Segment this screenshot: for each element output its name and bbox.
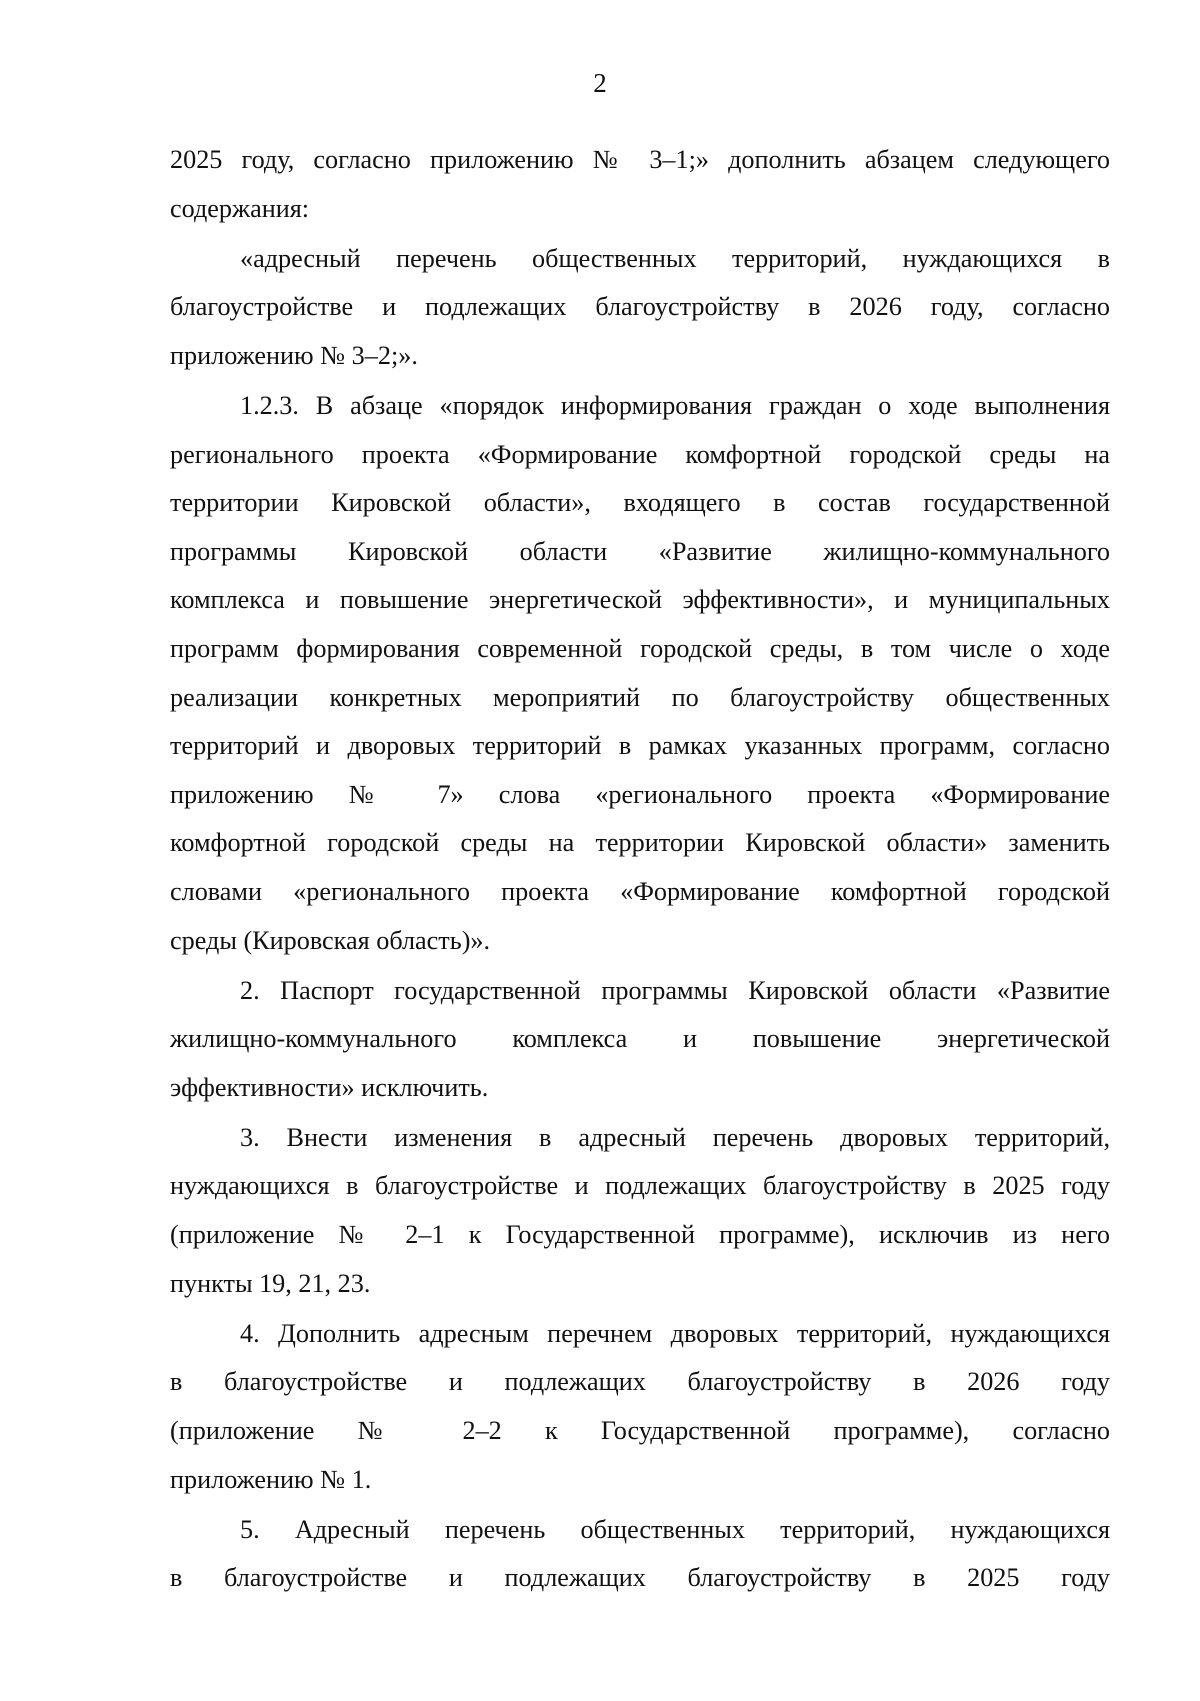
paragraph (170, 382, 1110, 965)
text-line: реализации конкретных мероприятий по благоустройству общественных (170, 682, 1110, 712)
text-line: в благоустройстве и подлежащих благоустройству в 2026 году (170, 1367, 1110, 1397)
paragraph (170, 235, 1110, 381)
text-line: содержания: (170, 193, 310, 223)
text-line: в благоустройстве и подлежащих благоустройству в 2025 году (170, 1563, 1110, 1593)
text-line: приложению № 1. (170, 1464, 372, 1494)
text-line: 3. Внести изменения в адресный перечень дворовых территорий, (240, 1122, 1110, 1152)
text-line: благоустройстве и подлежащих благоустройству в 2026 году, согласно (170, 292, 1110, 322)
text-line: 1.2.3. В абзаце «порядок информирования граждан о ходе выполнения (240, 390, 1110, 420)
text-line: 5. Адресный перечень общественных территорий, нуждающихся (240, 1514, 1110, 1544)
text-line: 4. Дополнить адресным перечнем дворовых территорий, нуждающихся (240, 1318, 1110, 1348)
text-line: (приложение № 2–1 к Государственной программе), исключив из него (170, 1220, 1110, 1250)
paragraph (170, 136, 1110, 233)
text-line: программы Кировской области «Развитие жилищно-коммунального (170, 536, 1110, 566)
text-line: регионального проекта «Формирование комфортной городской среды на (170, 439, 1110, 469)
paragraph (170, 967, 1110, 1113)
text-line: нуждающихся в благоустройстве и подлежащих благоустройству в 2025 году (170, 1171, 1110, 1201)
text-line: жилищно-коммунального комплекса и повышение энергетической (170, 1024, 1110, 1054)
text-line: 2025 году, согласно приложению № 3–1;» дополнить абзацем следующего (170, 145, 1110, 174)
text-line: (приложение № 2–2 к Государственной программе), согласно (170, 1415, 1110, 1445)
text-line: 2. Паспорт государственной программы Кировской области «Развитие (240, 975, 1110, 1005)
text-line: территорий и дворовых территорий в рамках указанных программ, согласно (170, 731, 1110, 761)
text-line: приложению № 3–2;». (170, 340, 418, 370)
text-line: комфортной городской среды на территории Кировской области» заменить (170, 828, 1110, 858)
text-line: пункты 19, 21, 23. (170, 1268, 371, 1298)
text-line: эффективности» исключить. (170, 1072, 489, 1102)
document-body (170, 136, 1110, 1603)
text-line: программ формирования современной городской среды, в том числе о ходе (170, 633, 1110, 663)
text-line: среды (Кировская область)». (170, 925, 491, 955)
paragraph (170, 1506, 1110, 1603)
paragraph (170, 1310, 1110, 1504)
text-line: территории Кировской области», входящего в состав государственной (170, 488, 1110, 518)
paragraph (170, 1114, 1110, 1308)
text-line: комплекса и повышение энергетической эффективности», и муниципальных (170, 585, 1110, 615)
text-line: словами «регионального проекта «Формирование комфортной городской (170, 876, 1110, 906)
text-line: «адресный перечень общественных территорий, нуждающихся в (240, 243, 1110, 273)
page-number: 2 (593, 68, 607, 98)
text-line: приложению № 7» слова «регионального проекта «Формирование (170, 779, 1110, 809)
